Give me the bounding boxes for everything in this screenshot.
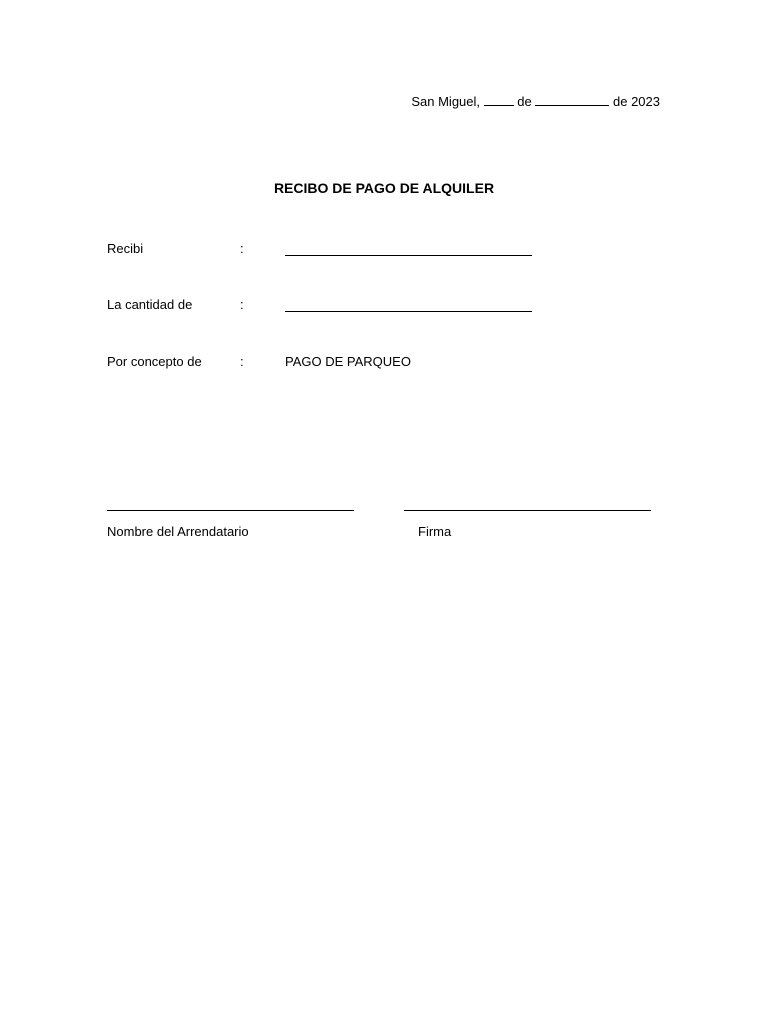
date-line [411, 93, 660, 109]
field-colon: : [240, 241, 244, 256]
month-blank [535, 93, 609, 106]
field-blank-line-cantidad [285, 311, 532, 312]
field-row-concepto [107, 354, 667, 372]
field-colon: : [240, 354, 244, 369]
field-blank-line-recibi [285, 255, 532, 256]
tenant-name-line [107, 510, 354, 511]
place-text: San Miguel, [411, 94, 481, 109]
document-title: RECIBO DE PAGO DE ALQUILER [273, 180, 495, 196]
tenant-name-label: Nombre del Arrendatario [107, 524, 249, 539]
day-blank [484, 93, 514, 106]
field-row-cantidad [107, 297, 667, 315]
de-text-2: de [612, 94, 628, 109]
year-text: 2023 [631, 94, 660, 109]
signature-line [404, 510, 651, 511]
field-colon: : [240, 297, 244, 312]
field-value-concepto: PAGO DE PARQUEO [285, 354, 411, 369]
field-label-concepto: Por concepto de [107, 354, 202, 369]
de-text-1: de [517, 94, 532, 109]
signature-label: Firma [418, 524, 452, 539]
field-row-recibi [107, 241, 667, 259]
field-label-cantidad: La cantidad de [107, 297, 193, 312]
field-label-recibi: Recibi [107, 241, 144, 256]
